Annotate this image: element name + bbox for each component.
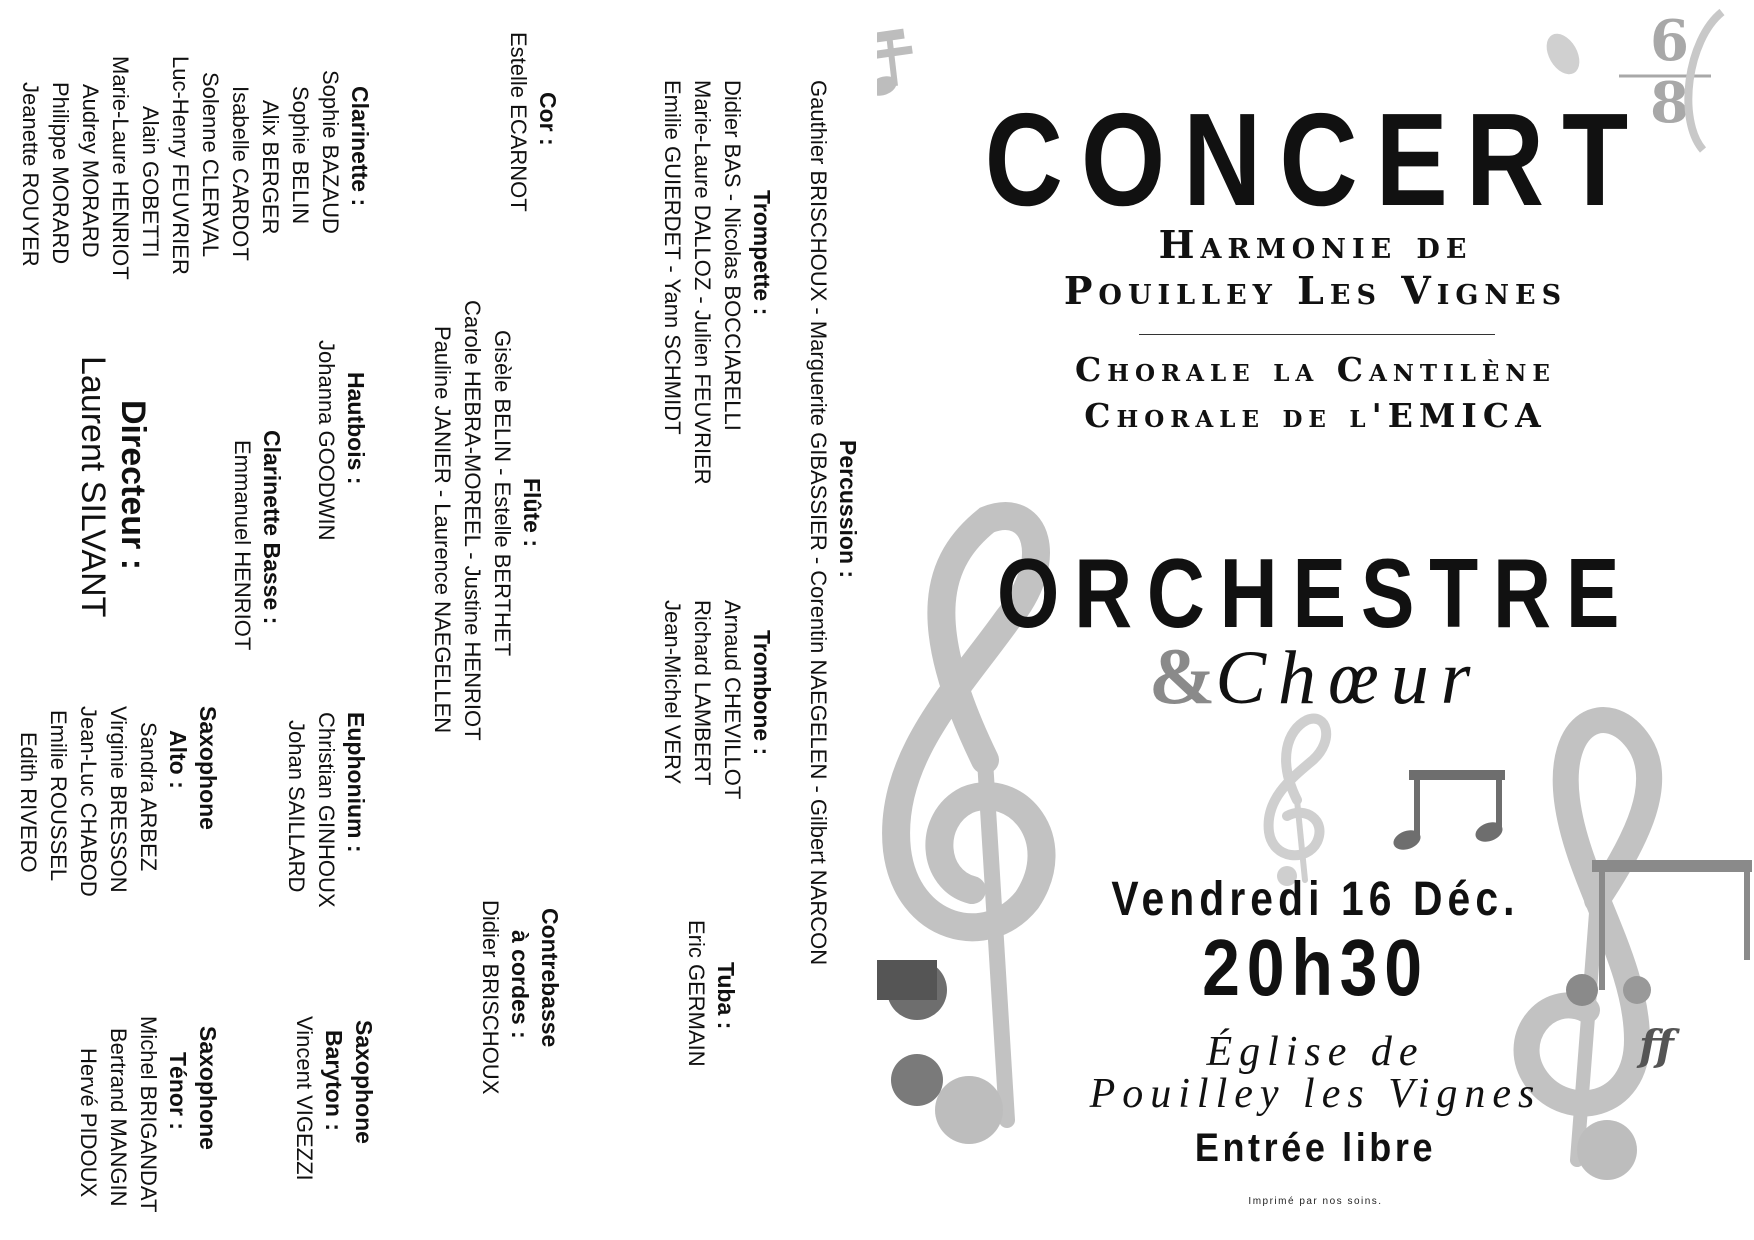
member-line: Jean-Luc CHABOD (76, 706, 101, 897)
chorale-line-1: Chorale la Cantilène (1075, 350, 1556, 389)
member-line: Sophie BAZAUD (318, 70, 343, 234)
heading-flute: Flûte : (519, 478, 545, 547)
member-line: Johanna GOODWIN (314, 340, 339, 541)
harmonie-line-2: Pouilley Les Vignes (1063, 268, 1568, 313)
heading-percussion: Percussion : (835, 440, 861, 579)
heading-directeur: Directeur : (114, 400, 152, 571)
member-line: Estelle ECARNOT (506, 32, 531, 212)
group-cor (503, 32, 563, 212)
venue-line-2: Pouilley les Vignes (1089, 1071, 1542, 1117)
title-divider (1139, 334, 1495, 335)
member-line: Emilie GUIERDET - Yann SCHMIDT (660, 80, 685, 435)
member-line: Arnaud CHEVILLOT (720, 600, 745, 800)
member-line: Eric GERMAIN (684, 920, 709, 1067)
heading-saxophone-alto-1: Saxophone (195, 706, 221, 830)
member-line: Jeanette ROUYER (18, 82, 43, 267)
choeur-heading (877, 632, 1754, 743)
member-line: Hervé PIDOUX (76, 1048, 101, 1198)
member-line: Marie-Laure DALLOZ - Julien FEUVRIER (690, 80, 715, 485)
chorale-line-2: Chorale de l'EMICA (1084, 396, 1547, 435)
venue-line-1: Église de (1206, 1029, 1425, 1075)
group-clarinette (15, 56, 375, 280)
eighth-notes-top-left-icon (877, 29, 913, 106)
heading-clarinette: Clarinette : (347, 86, 373, 207)
concert-flyer (877, 0, 1754, 1240)
printed-note: Imprimé par nos soins. (1248, 1196, 1383, 1207)
group-flute (427, 300, 547, 741)
fortissimo-icon: ff (1639, 1021, 1674, 1070)
group-saxophone-baryton (289, 1016, 379, 1181)
eighth-notes-right-icon (1391, 770, 1505, 853)
treble-clef-small-icon (1269, 719, 1327, 886)
svg-text:8: 8 (1650, 70, 1689, 136)
member-line: Sophie BELIN (288, 86, 313, 225)
heading-contrebasse-1: Contrebasse (537, 908, 563, 1048)
member-line: Alix BERGER (258, 100, 283, 235)
heading-saxophone-baryton-2: Baryton : (321, 1030, 347, 1131)
group-clarinette-basse (227, 430, 287, 650)
concert-title: CONCERT (984, 86, 1647, 233)
member-line: Jean-Michel VERY (660, 600, 685, 785)
member-line: Emilie ROUSSEL (46, 710, 71, 882)
member-line: Carole HEBRA-MOREEL - Justine HENRIOT (460, 300, 485, 741)
member-line: Isabelle CARDOT (228, 86, 253, 261)
member-line: Didier BRISCHOUX (478, 900, 503, 1095)
member-line: Didier BAS - Nicolas BOCCIARELLI (720, 80, 745, 431)
member-line: Bertrand MANGIN (106, 1028, 131, 1207)
member-line: Michel BRIGANDAT (136, 1016, 161, 1213)
group-percussion (803, 80, 863, 965)
heading-saxophone-alto-2: Alto : (165, 730, 191, 789)
member-line: Luc-Henry FEUVRIER (168, 56, 193, 275)
heading-saxophone-tenor-1: Saxophone (195, 1026, 221, 1150)
member-line: Philippe MORARD (48, 82, 73, 265)
harmonie-line-1: Harmonie de (1158, 222, 1473, 267)
choeur-text: Chœur (1215, 636, 1483, 720)
group-trombone (657, 600, 777, 799)
member-line: Sandra ARBEZ (136, 722, 161, 872)
member-line: Solenne CLERVAL (198, 72, 223, 258)
member-line: Alain GOBETTI (138, 106, 163, 258)
heading-cor: Cor : (535, 92, 561, 146)
group-euphonium (281, 712, 371, 908)
member-line: Edith RIVERO (16, 732, 41, 873)
heading-contrebasse-2: à cordes : (507, 930, 533, 1039)
orchestre-heading: ORCHESTRE (996, 538, 1635, 648)
heading-clarinette-basse: Clarinette Basse : (259, 430, 285, 625)
concert-date: Vendredi 16 Déc. (1111, 873, 1520, 926)
member-line: Virginie BRESSON (106, 706, 131, 893)
heading-euphonium: Euphonium : (343, 712, 369, 853)
heading-tuba: Tuba : (713, 962, 739, 1030)
ampersand: & (1148, 633, 1216, 721)
entree-libre: Entrée libre (1194, 1126, 1437, 1170)
member-line: Marie-Laure HENRIOT (108, 56, 133, 280)
group-hautbois (311, 340, 371, 541)
group-trompette (657, 80, 777, 485)
heading-saxophone-baryton-1: Saxophone (351, 1020, 377, 1144)
member-line: Pauline JANIER - Laurence NAEGELLEN (430, 326, 455, 734)
heading-trompette: Trompette : (749, 190, 775, 316)
concert-time: 20h30 (1202, 923, 1429, 1012)
member-line: Gisèle BELIN - Estelle BERTHET (490, 330, 515, 657)
member-line: Laurent SILVANT (74, 356, 112, 618)
group-directeur (73, 356, 153, 617)
heading-hautbois: Hautbois : (343, 372, 369, 485)
group-saxophone-tenor (73, 1016, 223, 1212)
member-line: Vincent VIGEZZI (292, 1016, 317, 1181)
member-line: Audrey MORARD (78, 84, 103, 258)
group-saxophone-alto (13, 706, 223, 897)
group-contrebasse (475, 900, 565, 1094)
member-line: Gauthier BRISCHOUX - Marguerite GIBASSIER - Corentin NAEGELEN - Gilbert NARCON (806, 80, 831, 966)
heading-saxophone-tenor-2: Ténor : (165, 1052, 191, 1130)
svg-text:6: 6 (1650, 8, 1689, 74)
group-tuba (681, 920, 741, 1067)
member-line: Christian GINHOUX (314, 712, 339, 908)
heading-trombone: Trombone : (749, 630, 775, 756)
member-line: Richard LAMBERT (690, 600, 715, 786)
member-line: Johan SAILLARD (284, 720, 309, 893)
member-line: Emmanuel HENRIOT (230, 440, 255, 651)
